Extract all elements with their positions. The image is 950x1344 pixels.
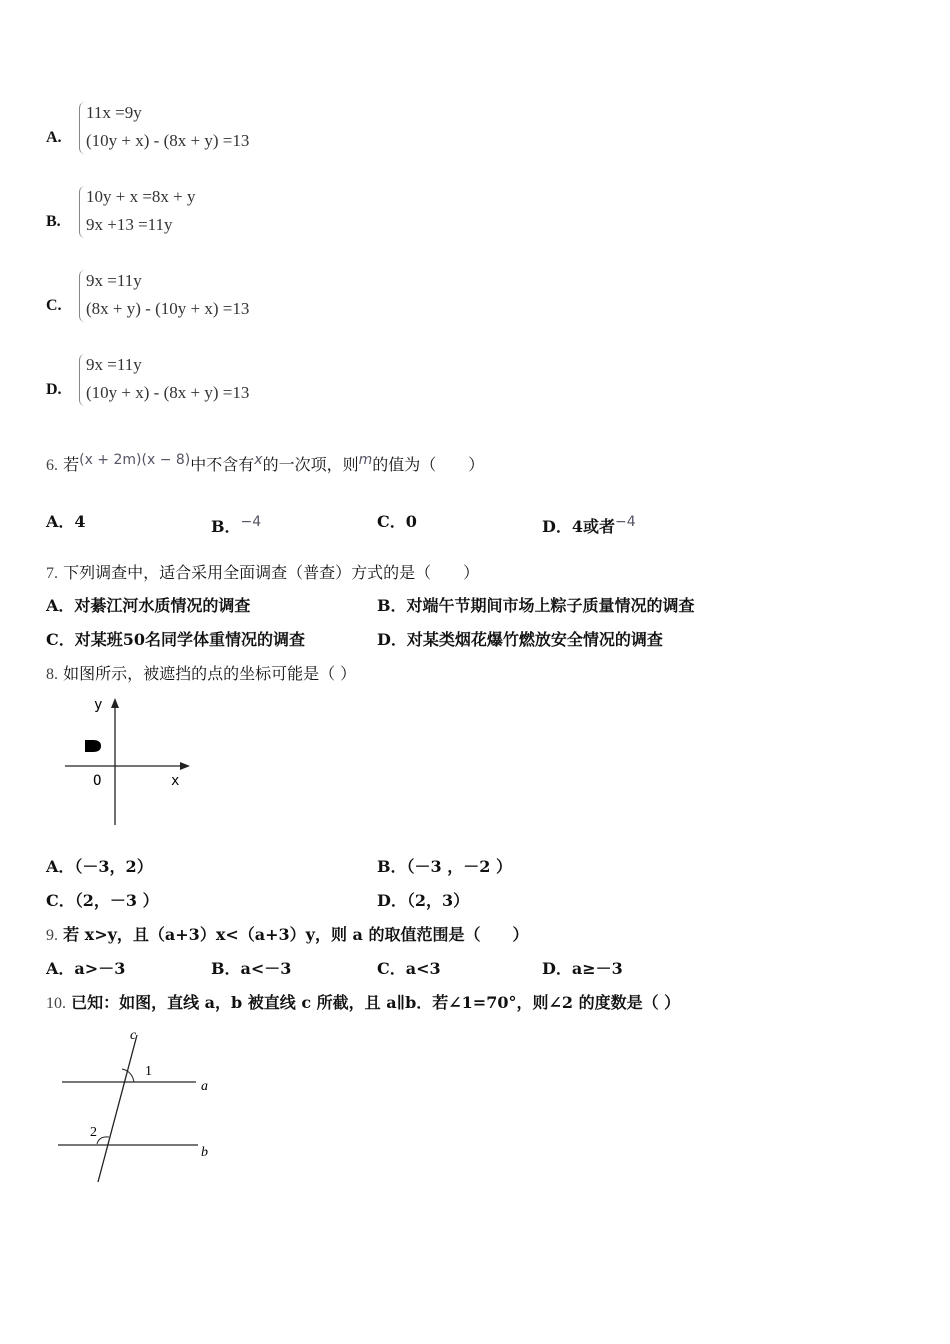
option-label: D．	[542, 517, 572, 536]
text: 的值为（ ）	[372, 455, 485, 474]
option-label: A．	[46, 857, 75, 876]
variable-x: x	[254, 452, 263, 468]
q8-option-d	[377, 891, 469, 911]
question-number: 7.	[46, 565, 58, 582]
q9-option-a	[46, 959, 125, 979]
variable-m: m	[358, 452, 373, 468]
question-9	[46, 925, 528, 946]
equation-1: 9x =11y	[86, 271, 142, 290]
q7-option-d	[377, 630, 663, 650]
q6-option-c	[377, 512, 417, 532]
option-extra: −4	[615, 514, 636, 530]
brace-icon	[79, 102, 85, 154]
label-b: b	[201, 1145, 208, 1160]
question-text: 已知：如图，直线 a，b 被直线 c 所截，且 a∥b．若∠1=70°，则∠2 的度数是（ ）	[71, 993, 681, 1012]
equation-2: (8x + y) - (10y + x) =13	[86, 299, 250, 318]
question-number: 6.	[46, 457, 58, 474]
question-8	[46, 664, 356, 685]
option-text: 0	[405, 512, 417, 531]
option-text: −4	[240, 514, 262, 530]
coordinate-figure	[55, 690, 200, 835]
option-label: D．	[377, 891, 407, 910]
question-number: 9.	[46, 927, 58, 944]
option-text: 4	[74, 512, 86, 531]
x-arrow-icon	[180, 762, 190, 770]
option-label: C．	[46, 630, 75, 649]
q8-option-b	[377, 857, 512, 877]
brace-icon	[79, 354, 85, 406]
angle-2-arc	[97, 1137, 109, 1144]
option-label: B．	[377, 857, 407, 876]
option-text: 对某班50名同学体重情况的调查	[74, 630, 306, 649]
option-label: D.	[46, 381, 62, 398]
option-text: 对某类烟花爆竹燃放安全情况的调查	[406, 630, 663, 649]
option-label: A．	[46, 596, 75, 615]
q7-option-b	[377, 596, 695, 616]
option-text: a>－3	[74, 959, 126, 978]
option-text: （－3 ，－2 ）	[406, 857, 512, 876]
option-text: a<3	[405, 959, 441, 978]
text: 的一次项，则	[262, 455, 359, 474]
parallel-lines-figure	[50, 1025, 220, 1190]
option-label: D．	[377, 630, 407, 649]
question-text: 下列调查中，适合采用全面调查（普查）方式的是（ ）	[63, 563, 480, 582]
y-label: y	[94, 697, 103, 713]
question-10	[46, 993, 680, 1014]
equation-1: 11x =9y	[86, 103, 142, 122]
q9-option-c	[377, 959, 441, 979]
option-label: B．	[211, 959, 241, 978]
question-number: 8.	[46, 666, 58, 683]
equation-2: (10y + x) - (8x + y) =13	[86, 131, 250, 150]
q6-option-a	[46, 512, 86, 532]
option-label: C．	[46, 891, 75, 910]
equation-1: 9x =11y	[86, 355, 142, 374]
question-number: 10.	[46, 995, 66, 1012]
brace-icon	[79, 186, 85, 238]
text: 中不含有	[190, 455, 255, 474]
x-label: x	[171, 773, 180, 789]
formula: (x + 2m)(x − 8)	[79, 452, 191, 468]
option-label: B．	[377, 596, 407, 615]
brace-icon	[79, 270, 85, 322]
equation-1: 10y + x =8x + y	[86, 187, 196, 206]
option-label: A．	[46, 959, 75, 978]
label-angle-2: 2	[90, 1125, 97, 1140]
q8-option-c	[46, 891, 159, 911]
origin-label: O	[93, 773, 102, 789]
label-angle-1: 1	[145, 1064, 152, 1079]
q7-option-a	[46, 596, 250, 616]
line-c	[98, 1035, 137, 1182]
option-text: a<－3	[240, 959, 292, 978]
option-label: B.	[46, 213, 61, 230]
option-label: C．	[377, 959, 406, 978]
angle-1-arc	[122, 1069, 134, 1082]
q9-option-d	[542, 959, 623, 979]
question-text: 若 x>y，且（a+3）x<（a+3）y，则 a 的取值范围是（ ）	[63, 925, 529, 944]
option-label: A.	[46, 129, 62, 146]
q6-option-d	[542, 512, 636, 537]
option-text: 对端午节期间市场上粽子质量情况的调查	[406, 596, 695, 615]
y-arrow-icon	[111, 698, 119, 708]
option-text: 4或者	[571, 517, 616, 536]
label-c: c	[130, 1028, 137, 1043]
option-text: （2，－3 ）	[74, 891, 159, 910]
q6-option-b	[211, 512, 261, 537]
option-text: a≥－3	[571, 959, 623, 978]
option-label: A．	[46, 512, 75, 531]
option-label: C.	[46, 297, 62, 314]
option-label: B．	[211, 517, 241, 536]
option-label: C．	[377, 512, 406, 531]
label-a: a	[201, 1079, 208, 1094]
q8-option-a	[46, 857, 153, 877]
question-text: 如图所示，被遮挡的点的坐标可能是（ ）	[63, 664, 357, 683]
question-7	[46, 563, 479, 584]
option-label: D．	[542, 959, 572, 978]
q7-option-c	[46, 630, 305, 650]
q9-option-b	[211, 959, 291, 979]
option-text: （－3，2）	[74, 857, 153, 876]
option-text: 对綦江河水质情况的调查	[74, 596, 251, 615]
question-6	[46, 450, 484, 476]
option-text: （2，3）	[406, 891, 470, 910]
equation-2: 9x +13 =11y	[86, 215, 173, 234]
text: 若	[63, 455, 80, 474]
equation-2: (10y + x) - (8x + y) =13	[86, 383, 250, 402]
hidden-point-blot	[85, 740, 101, 752]
